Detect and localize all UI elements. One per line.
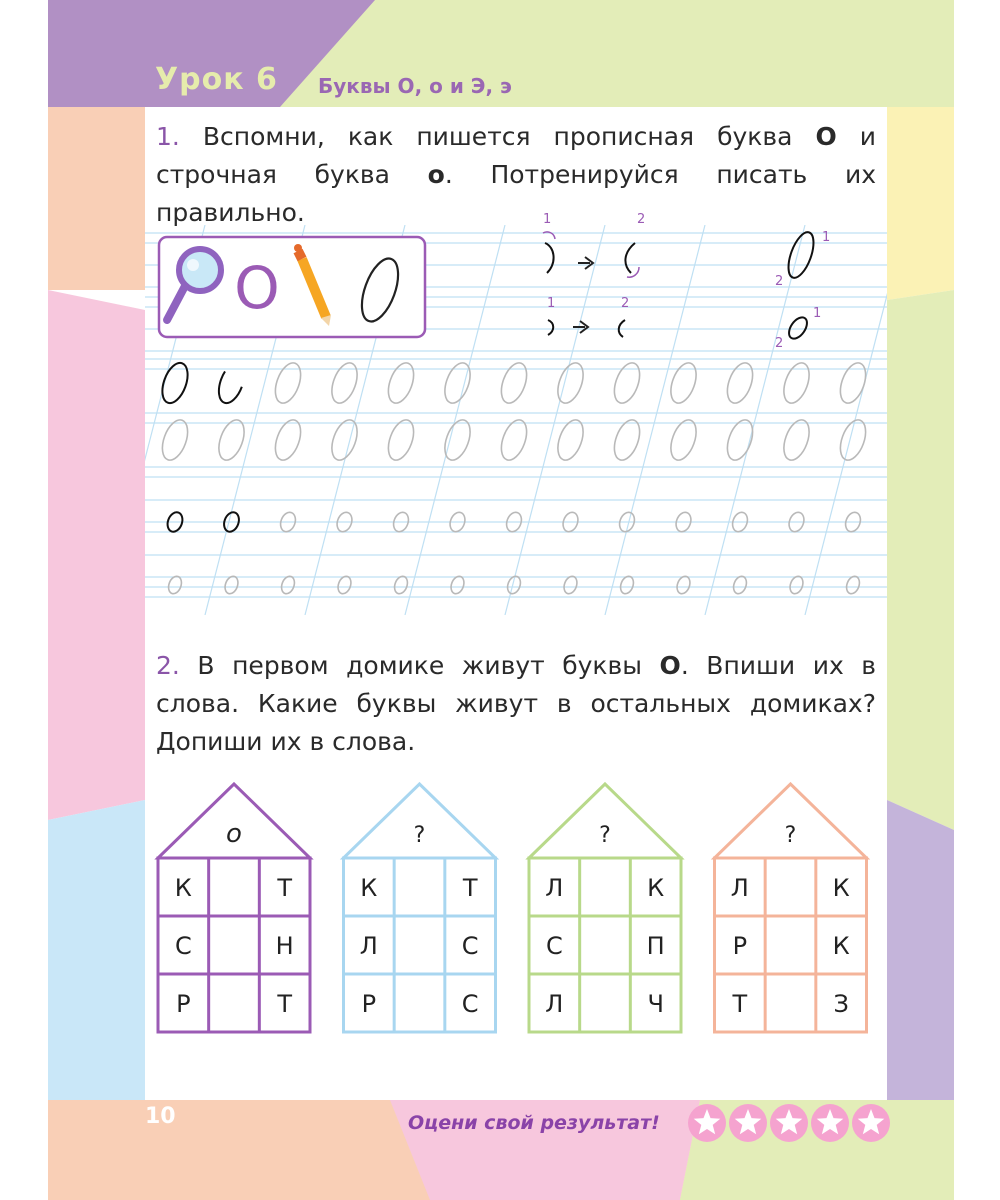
house-roof-label: о [226,819,242,849]
house-right-letter: З [833,990,849,1018]
house-left-letter: К [174,874,192,902]
house-left-letter: К [360,874,378,902]
house-blank-cell[interactable] [213,920,256,970]
rate-label: Оцени свой результат! [408,1112,660,1134]
trace-letter [835,360,870,407]
house-left-letter: Р [361,990,377,1018]
rating-star[interactable] [729,1104,767,1142]
house-right-letter: С [461,932,479,960]
house-blank-cell[interactable] [398,920,441,970]
house-blank-cell[interactable] [769,978,812,1028]
task-1-number: 1. [156,122,180,151]
trace-letter [553,360,588,407]
house-left-letter: С [545,932,563,960]
rating-star[interactable] [770,1104,808,1142]
task-1-text-middle: и строчная буква [156,122,877,189]
trace-letter [496,360,531,407]
stroke-step-1-small-label: 1 [547,296,556,311]
trace-letter [618,574,635,595]
task-1-lower-letter: о [427,160,445,189]
stroke-step-2-right-small-label: 2 [775,336,784,351]
stroke-step-2-small-label: 2 [621,296,630,311]
task-1-text [156,118,876,232]
house-left-letter: Л [359,932,378,960]
house-left-letter: Р [732,932,748,960]
house [529,784,681,1032]
trace-letter [279,574,296,595]
house [158,784,310,1032]
house-blank-cell[interactable] [584,862,627,912]
stroke-step-1-right-small-label: 1 [813,306,822,321]
stroke-step-2-right-label: 2 [775,274,784,289]
house-blank-cell[interactable] [584,920,627,970]
house-left-letter: Р [176,990,191,1018]
task-1-text-before: Вспомни, как пишется прописная буква [202,122,793,151]
task-2-number: 2. [156,651,180,680]
house-right-letter: К [647,874,665,902]
lesson-title: Урок 6 [155,62,278,97]
stroke-step-2-label: 2 [637,212,646,227]
example-printed-letter: О [234,254,280,322]
house-right-letter: Т [462,874,478,902]
sample-letter [214,360,249,407]
house [344,784,496,1032]
house-blank-cell[interactable] [769,862,812,912]
house-right-letter: Ч [647,990,664,1018]
trace-letter [223,574,240,595]
trace-letter [666,360,701,407]
house-right-letter: Н [275,932,294,960]
trace-letter [675,574,692,595]
house-blank-cell[interactable] [769,920,812,970]
house-right-letter: С [461,990,479,1018]
house-roof-label: ? [599,823,611,848]
house-left-letter: Л [545,874,564,902]
trace-letter [440,360,475,407]
trace-letter [562,574,579,595]
trace-letter [449,574,466,595]
trace-letter [722,360,757,407]
house-left-letter: Т [732,990,748,1018]
trace-letter [731,574,748,595]
house-right-letter: К [832,932,850,960]
task-1-text-after: . Потренируйся писать их правильно. [156,160,876,227]
house-blank-cell[interactable] [213,978,256,1028]
trace-letter [336,574,353,595]
house-blank-cell[interactable] [584,978,627,1028]
house-roof-label: ? [413,823,426,848]
stroke-step-1-label: 1 [543,212,552,227]
example-box [159,237,425,337]
lesson-topic: Буквы О, о и Э, э [318,74,512,98]
house-blank-cell[interactable] [213,862,256,912]
task-2-letter: О [659,651,681,680]
stroke-step-1-right-label: 1 [822,230,831,245]
task-1-upper-letter: О [815,122,837,151]
house-blank-cell[interactable] [398,978,441,1028]
trace-letter [270,360,305,407]
rating-stars[interactable] [685,1100,895,1146]
trace-letter [327,360,362,407]
rating-star[interactable] [688,1104,726,1142]
trace-letter [779,360,814,407]
trace-letter [383,360,418,407]
page-number: 10 [145,1104,176,1129]
task-2-text-after: . Впиши их в слова. Какие буквы живут в остальных домиках? Допиши их в слова. [156,651,877,756]
house-roof-label: ? [784,823,797,848]
trace-letter [609,360,644,407]
trace-letter [788,574,805,595]
rating-star[interactable] [852,1104,890,1142]
house-right-letter: П [646,932,665,960]
house-right-letter: Т [277,990,293,1018]
trace-letter [392,574,409,595]
house-right-letter: Т [277,874,293,902]
rating-star[interactable] [811,1104,849,1142]
letter-houses [150,780,885,1040]
house-left-letter: Л [730,874,749,902]
house-left-letter: С [174,932,192,960]
task-2-text [156,647,876,761]
trace-letter [166,574,183,595]
sample-letter [157,360,192,407]
house-blank-cell[interactable] [398,862,441,912]
house-left-letter: Л [545,990,564,1018]
house [715,784,867,1032]
house-right-letter: К [832,874,850,902]
task-2-text-before: В первом домике живут буквы [197,651,642,680]
trace-letter [844,574,861,595]
copybook-practice-area [145,212,887,615]
